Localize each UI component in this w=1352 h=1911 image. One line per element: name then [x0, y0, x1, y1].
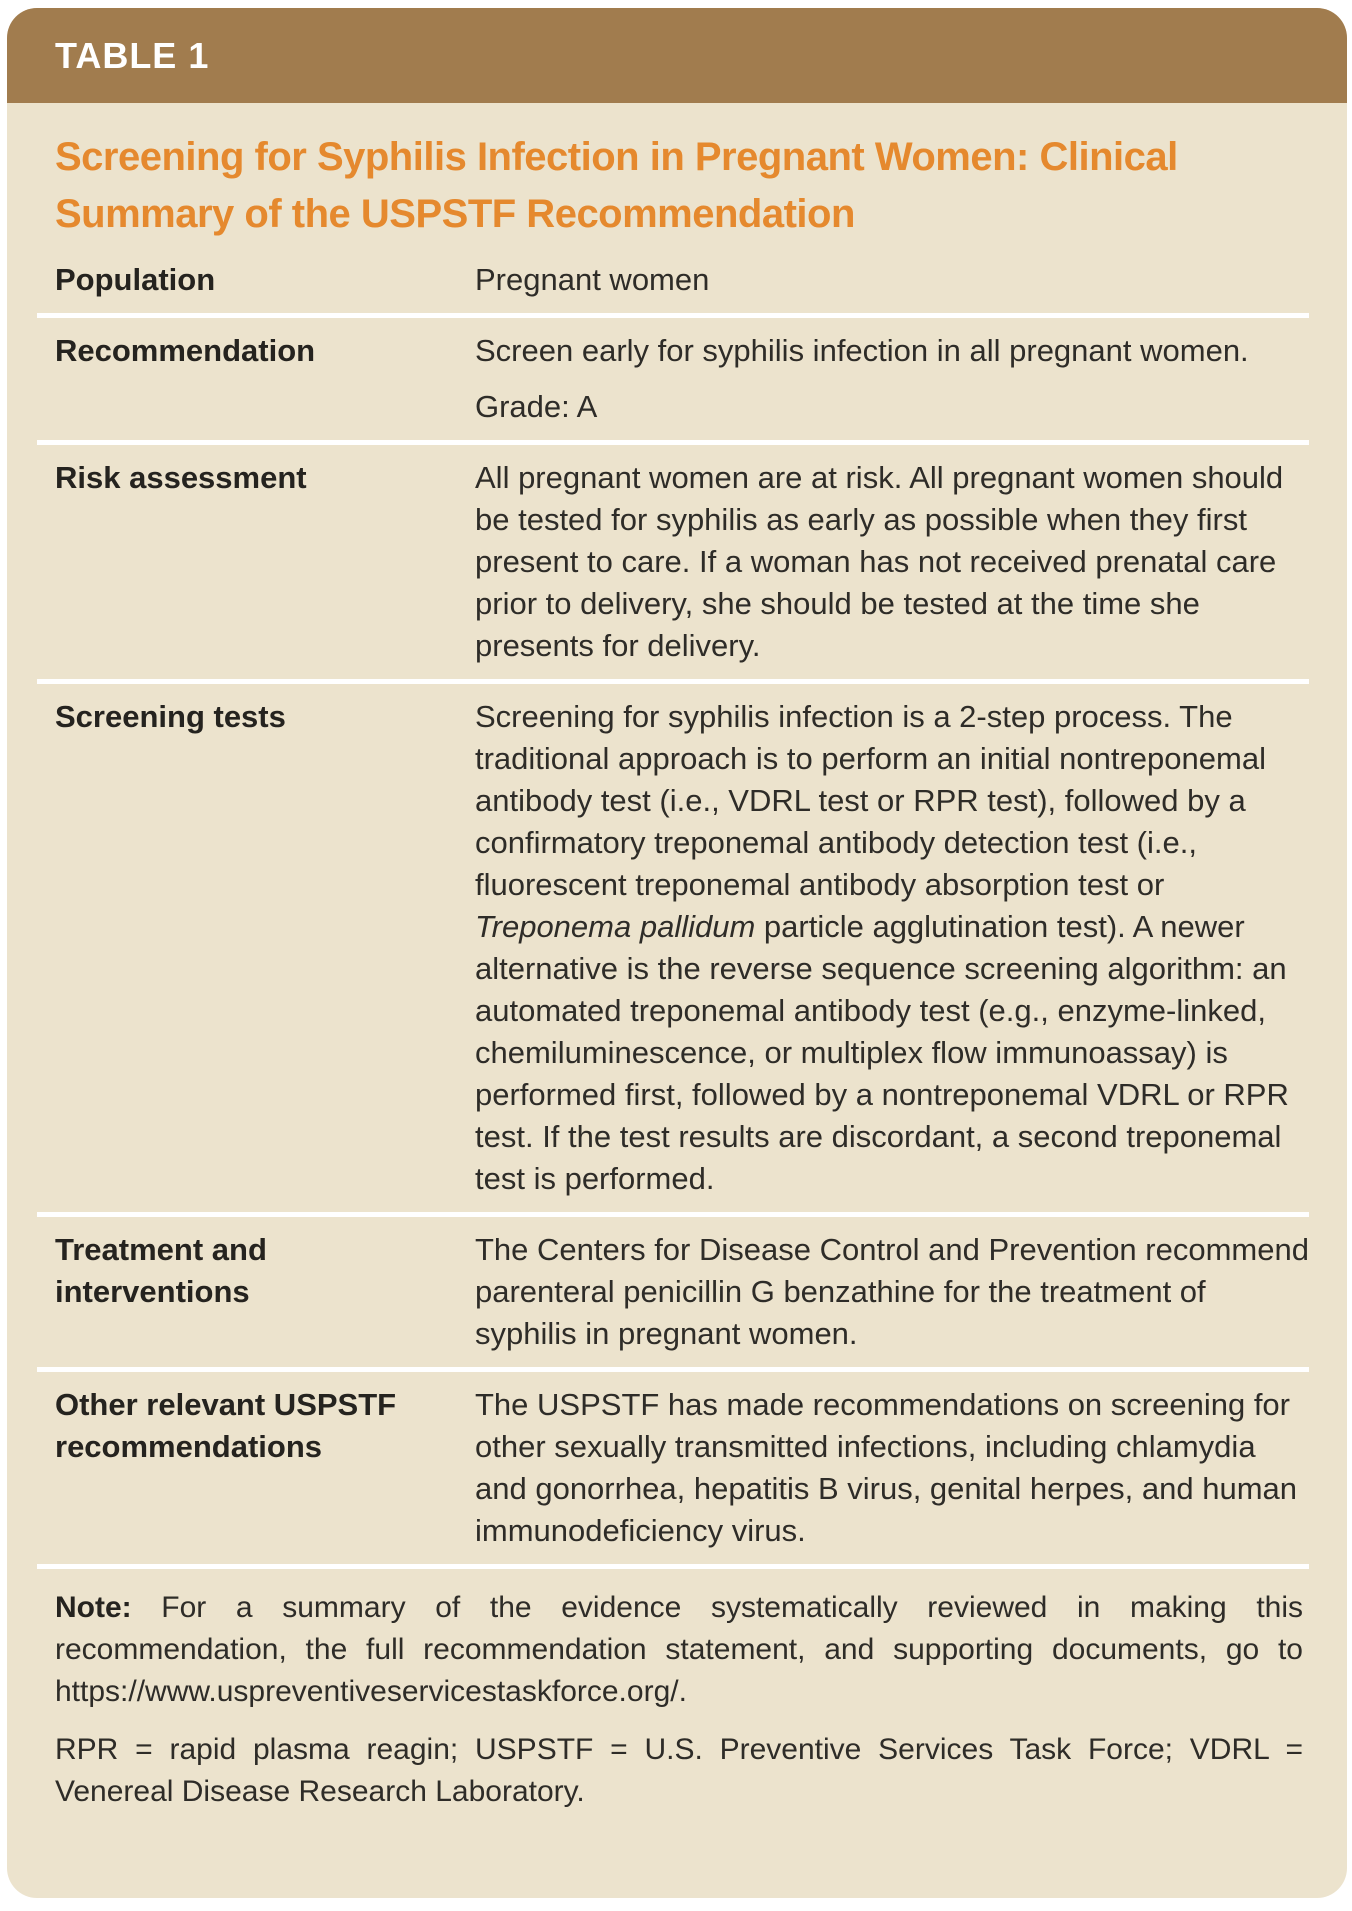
row-paragraph: Pregnant women — [475, 262, 710, 297]
table-row-other-recommendations — [7, 1372, 1347, 1564]
table-row-risk-assessment — [7, 445, 1347, 679]
row-value — [475, 1384, 1311, 1552]
row-label: Treatment and interventions — [55, 1232, 267, 1309]
abbreviations-note: RPR = rapid plasma reagin; USPSTF = U.S. Preventive Services Task Force; VDRL = Venereal Disease Research Laboratory. — [55, 1733, 1303, 1808]
screening-text-segment-2: particle agglutination test). A newer alternative is the reverse sequence screening algorithm: an automated treponemal antibody test (e.g., enzyme-linked, chemiluminescence, or multiplex flow immunoassay) is performed first, followed by a nontreponemal VDRL or RPR test. If the test results are discordant, a second treponemal test is performed. — [475, 909, 1289, 1196]
screening-text-segment-1: Screening for syphilis infection is a 2-step process. The traditional approach is to perform an initial nontreponemal antibody test (i.e., VDRL test or RPR test), followed by a confirmatory treponemal antibody detection test (i.e., fluorescent treponemal antibody absorption test or — [475, 699, 1266, 902]
table-row-screening-tests — [7, 684, 1347, 1212]
table-footer — [7, 1569, 1347, 1841]
row-label: Recommendation — [55, 333, 316, 368]
footnote — [55, 1587, 1303, 1713]
recommendation-grade: Grade: A — [475, 389, 598, 424]
footnote-label: Note: — [55, 1591, 132, 1624]
row-paragraph: The Centers for Disease Control and Prevention recommend parenteral penicillin G benzathine for the treatment of syphilis in pregnant women. — [475, 1232, 1309, 1351]
table-row-recommendation — [7, 318, 1347, 440]
table-title-line2: Summary of the USPSTF Recommendation — [55, 192, 855, 236]
row-label: Other relevant USPSTF recommendations — [55, 1387, 397, 1464]
row-paragraph — [475, 696, 1311, 1200]
footnote-text: For a summary of the evidence systematically reviewed in making this recommendation, the full recommendation statement, and supporting documents, go to https://www.uspreventiveservicestaskforce.org/. — [55, 1591, 1303, 1708]
row-value — [475, 259, 1311, 301]
row-paragraph: All pregnant women are at risk. All pregnant women should be tested for syphilis as early as possible when they first present to care. If a woman has not received prenatal care prior to delivery, she should be tested at the time she presents for delivery. — [475, 460, 1284, 663]
table-header-band — [7, 8, 1347, 103]
row-paragraph: Screen early for syphilis infection in all pregnant women. — [475, 333, 1249, 368]
row-label: Screening tests — [55, 699, 286, 734]
table-row-population — [7, 247, 1347, 313]
row-paragraph: The USPSTF has made recommendations on screening for other sexually transmitted infections, including chlamydia and gonorrhea, hepatitis B virus, genital herpes, and human immunodeficiency virus. — [475, 1387, 1298, 1548]
table-row-treatment-interventions — [7, 1217, 1347, 1367]
clinical-summary-table-card — [7, 8, 1347, 1898]
row-value — [475, 1229, 1311, 1355]
species-name-italic: Treponema pallidum — [475, 909, 756, 944]
row-label: Population — [55, 262, 216, 297]
row-label: Risk assessment — [55, 460, 307, 495]
row-value — [475, 330, 1311, 428]
row-value — [475, 696, 1311, 1200]
table-title-line1: Screening for Syphilis Infection in Pregnant Women: Clinical — [55, 135, 1178, 179]
table-title — [7, 103, 1347, 247]
table-number-label: TABLE 1 — [55, 34, 210, 76]
row-value — [475, 457, 1311, 667]
